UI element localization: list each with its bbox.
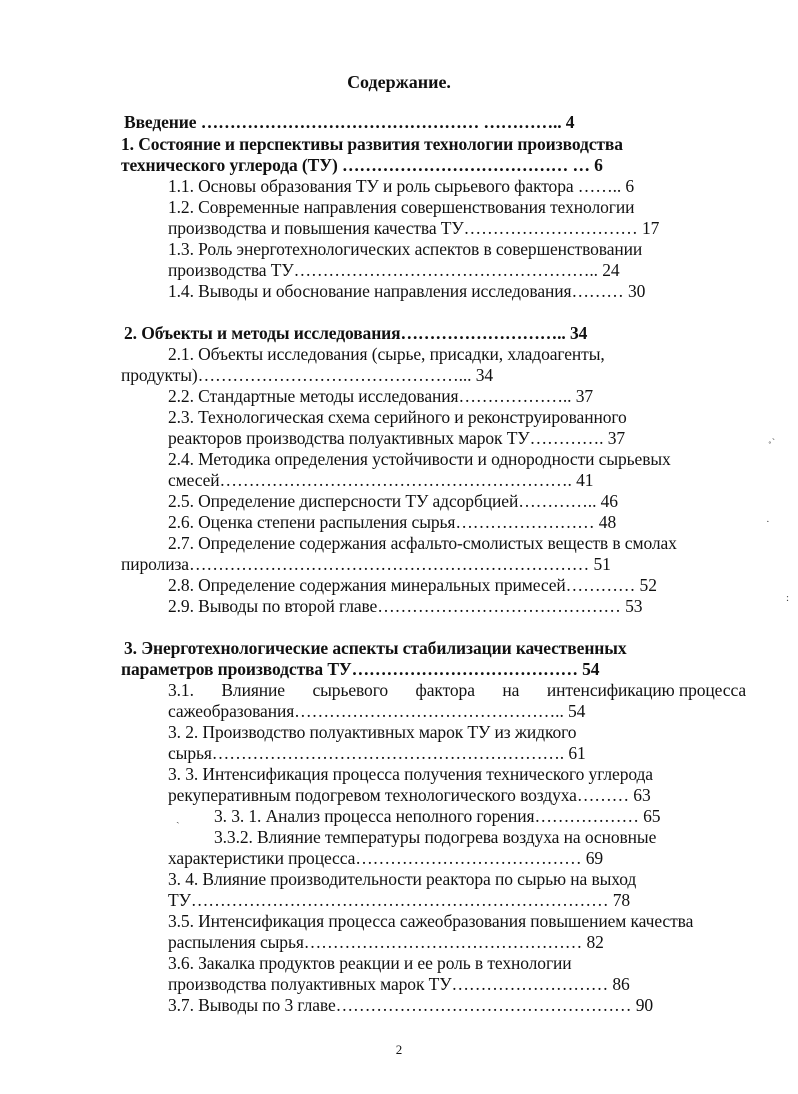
page-number: 2 [395,1042,403,1057]
toc-3-1-line1: 3.1. Влияние сырьевого фактора на интенсификацию процесса [168,680,746,700]
toc-1-2-line2: производства и повышения качества ТУ………………………… 17 [168,218,660,238]
toc-2-4-line1: 2.4. Методика определения устойчивости и однородности сырьевых [168,449,671,469]
toc-3-2-line1: 3. 2. Производство полуактивных марок ТУ из жидкого [168,722,577,742]
toc-2-2: 2.2. Стандартные методы исследования……………….. 37 [168,386,594,406]
toc-1-1: 1.1. Основы образования ТУ и роль сырьевого фактора …….. 6 [168,176,635,196]
toc-2-7-line2: пиролиза…………………………………………………………… 51 [121,554,611,574]
toc-3-3-line2: рекуперативным подогревом технологического воздуха……… 63 [168,785,651,805]
toc-3-3-1: 3. 3. 1. Анализ процесса неполного горения……………… 65 [214,806,661,826]
scan-artifact: ˏ [176,812,180,824]
toc-3-2-line2: сырья……………………………………………………. 61 [168,743,586,763]
toc-3-1-line2: сажеобразования……………………………………….. 54 [168,701,586,721]
toc-2-5: 2.5. Определение дисперсности ТУ адсорбцией………….. 46 [168,491,618,511]
toc-ch1-line1: 1. Состояние и перспективы развития технологии производства [121,134,623,154]
toc-3-4-line1: 3. 4. Влияние производительности реактора по сырью на выход [168,869,637,889]
toc-1-3-line1: 1.3. Роль энерготехнологических аспектов в совершенствовании [168,239,643,259]
toc-ch2: 2. Объекты и методы исследования……………………….. 34 [124,323,588,343]
toc-3-3-line1: 3. 3. Интенсификация процесса получения технического углерода [168,764,653,784]
toc-2-3-line1: 2.3. Технологическая схема серийного и реконструированного [168,407,627,427]
toc-2-9: 2.9. Выводы по второй главе…………………………………… 53 [168,596,643,616]
toc-ch1-line2: технического углерода (ТУ) ………………………………… … 6 [121,155,603,175]
toc-2-1-line1: 2.1. Объекты исследования (сырье, присадки, хладоагенты, [168,344,605,364]
toc-3-3-2-line2: характеристики процесса………………………………… 69 [168,848,604,868]
page-title: Содержание. [347,72,451,92]
toc-intro: Введение ………………………………………… ………….. 4 [124,112,575,132]
toc-2-3-line2: реакторов производства полуактивных марок ТУ…………. 37 [168,428,626,448]
scan-artifact: ˳˴ [768,432,776,444]
toc-3-5-line2: распыления сырья………………………………………… 82 [168,932,604,952]
scan-artifact: · [766,516,770,528]
toc-3-6-line1: 3.6. Закалка продуктов реакции и ее роль в технологии [168,953,572,973]
toc-3-6-line2: производства полуактивных марок ТУ……………………… 86 [168,974,630,994]
toc-3-7: 3.7. Выводы по 3 главе…………………………………………… 90 [168,995,653,1015]
toc-2-1-line2: продукты)………………………………………... 34 [121,365,494,385]
toc-3-3-2-line1: 3.3.2. Влияние температуры подогрева воздуха на основные [214,827,657,847]
toc-2-6: 2.6. Оценка степени распыления сырья…………………… 48 [168,512,617,532]
toc-3-4-line2: ТУ……………………………………………………………… 78 [168,890,631,910]
toc-1-2-line1: 1.2. Современные направления совершенствования технологии [168,197,635,217]
toc-2-7-line1: 2.7. Определение содержания асфальто-смолистых веществ в смолах [168,533,677,553]
toc-3-5-line1: 3.5. Интенсификация процесса сажеобразования повышением качества [168,911,694,931]
toc-1-4: 1.4. Выводы и обоснование направления исследования……… 30 [168,281,646,301]
toc-1-3-line2: производства ТУ…………………………………………….. 24 [168,260,620,280]
toc-2-8: 2.8. Определение содержания минеральных примесей………… 52 [168,575,657,595]
scan-artifact: : [786,592,790,604]
toc-ch3-line1: 3. Энерготехнологические аспекты стабилизации качественных [124,638,627,658]
toc-ch3-line2: параметров производства ТУ………………………………… 54 [121,659,600,679]
toc-2-4-line2: смесей……………………………………………………. 41 [168,470,594,490]
